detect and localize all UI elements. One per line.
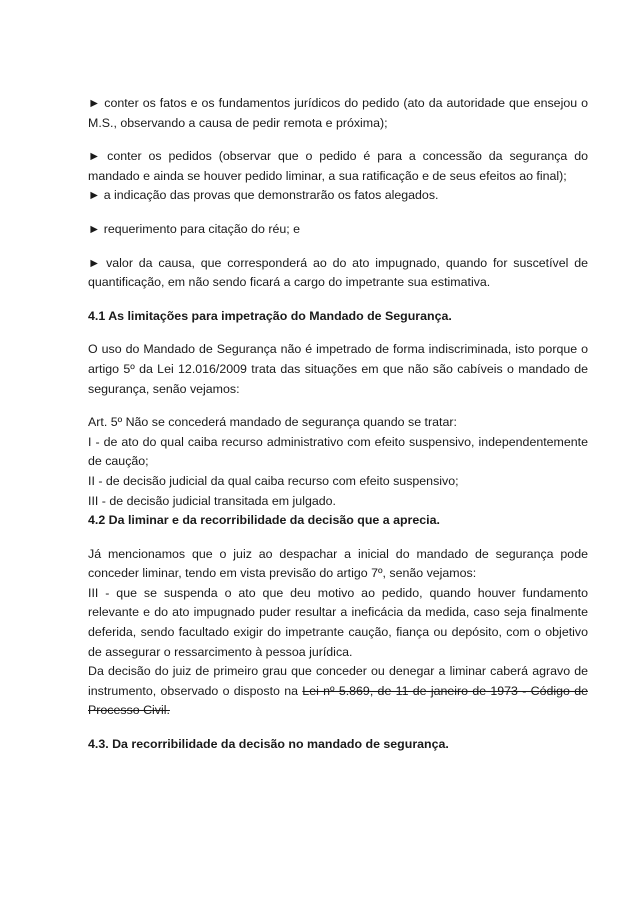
section-4-2-para-2: III - que se suspenda o ato que deu motivo ao pedido, quando houver fundamento relevante e do ato impugnado puder resultar a ineficácia da medida, caso seja finalmente deferida, sendo facultado exigir do impetrante caução, fiança ou depósito, com o objetivo de assegurar o ressarcimento à pessoa jurídica.: [88, 585, 588, 659]
section-4-2-para-1: Já mencionamos que o juiz ao despachar a inicial do mandado de segurança pode conceder liminar, tendo em vista previsão do artigo 7º, senão vejamos:: [88, 546, 588, 581]
section-4-2-heading: 4.2 Da liminar e da recorribilidade da decisão que a aprecia.: [88, 513, 440, 528]
bullet-requests: ► conter os pedidos (observar que o pedido é para a concessão da segurança do mandado e ainda se houver pedido liminar, a sua ratificação e de seus efeitos ao final);: [88, 149, 588, 183]
document-page: [88, 94, 588, 755]
section-4-3-heading: 4.3. Da recorribilidade da decisão no mandado de segurança.: [88, 737, 449, 752]
article-5-item-3: III - de decisão judicial transitada em julgado.: [88, 493, 336, 508]
bullet-citation: ► requerimento para citação do réu; e: [88, 221, 301, 236]
bullet-evidence: ► a indicação das provas que demonstrarão os fatos alegados.: [88, 188, 439, 203]
article-5-title: Art. 5º Não se concederá mandado de segurança quando se tratar:: [88, 415, 457, 430]
para-3-lead: Da decisão do juiz de primeiro grau que conceder ou denegar a liminar caberá agravo de instrumento, observado o disposto na: [88, 664, 588, 698]
article-5-item-1: I - de ato do qual caiba recurso administrativo com efeito suspensivo, independentemente de caução;: [88, 434, 588, 469]
section-4-1-intro: O uso do Mandado de Segurança não é impetrado de forma indiscriminada, isto porque o artigo 5º da Lei 12.016/2009 trata das situações em que não são cabíveis o mandado de segurança, senão vejamos:: [88, 342, 588, 396]
bullet-value: ► valor da causa, que corresponderá ao do ato impugnado, quando for suscetível de quantificação, em não sendo ficará a cargo do impetrante sua estimativa.: [88, 255, 588, 290]
article-5-item-2: II - de decisão judicial da qual caiba recurso com efeito suspensivo;: [88, 473, 459, 488]
bullet-facts: ► conter os fatos e os fundamentos jurídicos do pedido (ato da autoridade que ensejou o M.S., observando a causa de pedir remota e próxima);: [88, 96, 588, 130]
section-4-1-heading: 4.1 As limitações para impetração do Mandado de Segurança.: [88, 308, 452, 323]
struck-law-reference: Lei nº 5.869, de 11 de janeiro de 1973 - Código de Processo Civil.: [88, 683, 588, 718]
section-4-2-para-3: [88, 662, 588, 721]
